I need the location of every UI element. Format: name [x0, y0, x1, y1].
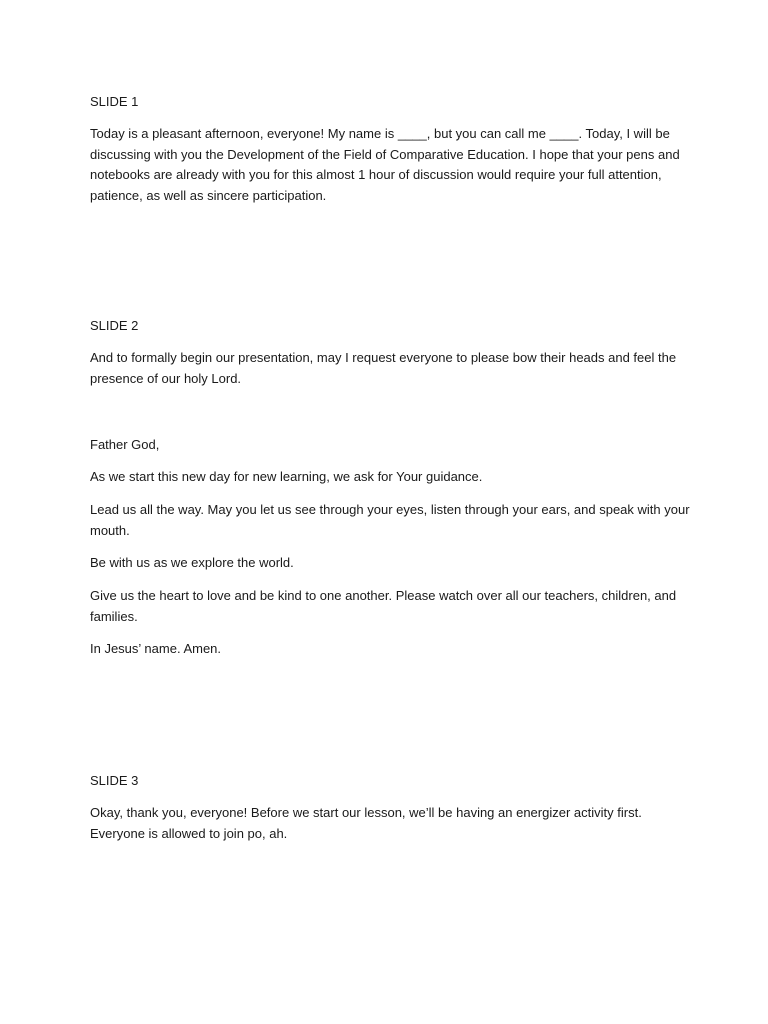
prayer-line: Be with us as we explore the world. — [90, 555, 294, 570]
slide-3-heading: SLIDE 3 — [90, 773, 139, 788]
prayer-line: Lead us all the way. May you let us see through your eyes, listen through your ears, and speak with your mouth. — [90, 502, 690, 538]
slide-1-heading: SLIDE 1 — [90, 94, 139, 109]
prayer-salutation: Father God, — [90, 437, 160, 452]
slide-2-heading: SLIDE 2 — [90, 318, 139, 333]
slide-3-paragraph: Okay, thank you, everyone! Before we start our lesson, we’ll be having an energizer activity first. Everyone is allowed to join po, ah. — [90, 805, 642, 841]
prayer-line: In Jesus’ name. Amen. — [90, 641, 222, 656]
prayer-line: Give us the heart to love and be kind to one another. Please watch over all our teachers, children, and families. — [90, 588, 677, 624]
slide-2-intro: And to formally begin our presentation, may I request everyone to please bow their heads and feel the presence of our holy Lord. — [90, 350, 677, 386]
slide-1-paragraph: Today is a pleasant afternoon, everyone! My name is ____, but you can call me ____. Today, I will be discussing with you the Development of the Field of Comparative Education. I hope that your pens and notebooks are already with you for this almost 1 hour of discussion would require your full attention, patience, as well as sincere participation. — [90, 126, 680, 203]
prayer-line: As we start this new day for new learning, we ask for Your guidance. — [90, 469, 483, 484]
